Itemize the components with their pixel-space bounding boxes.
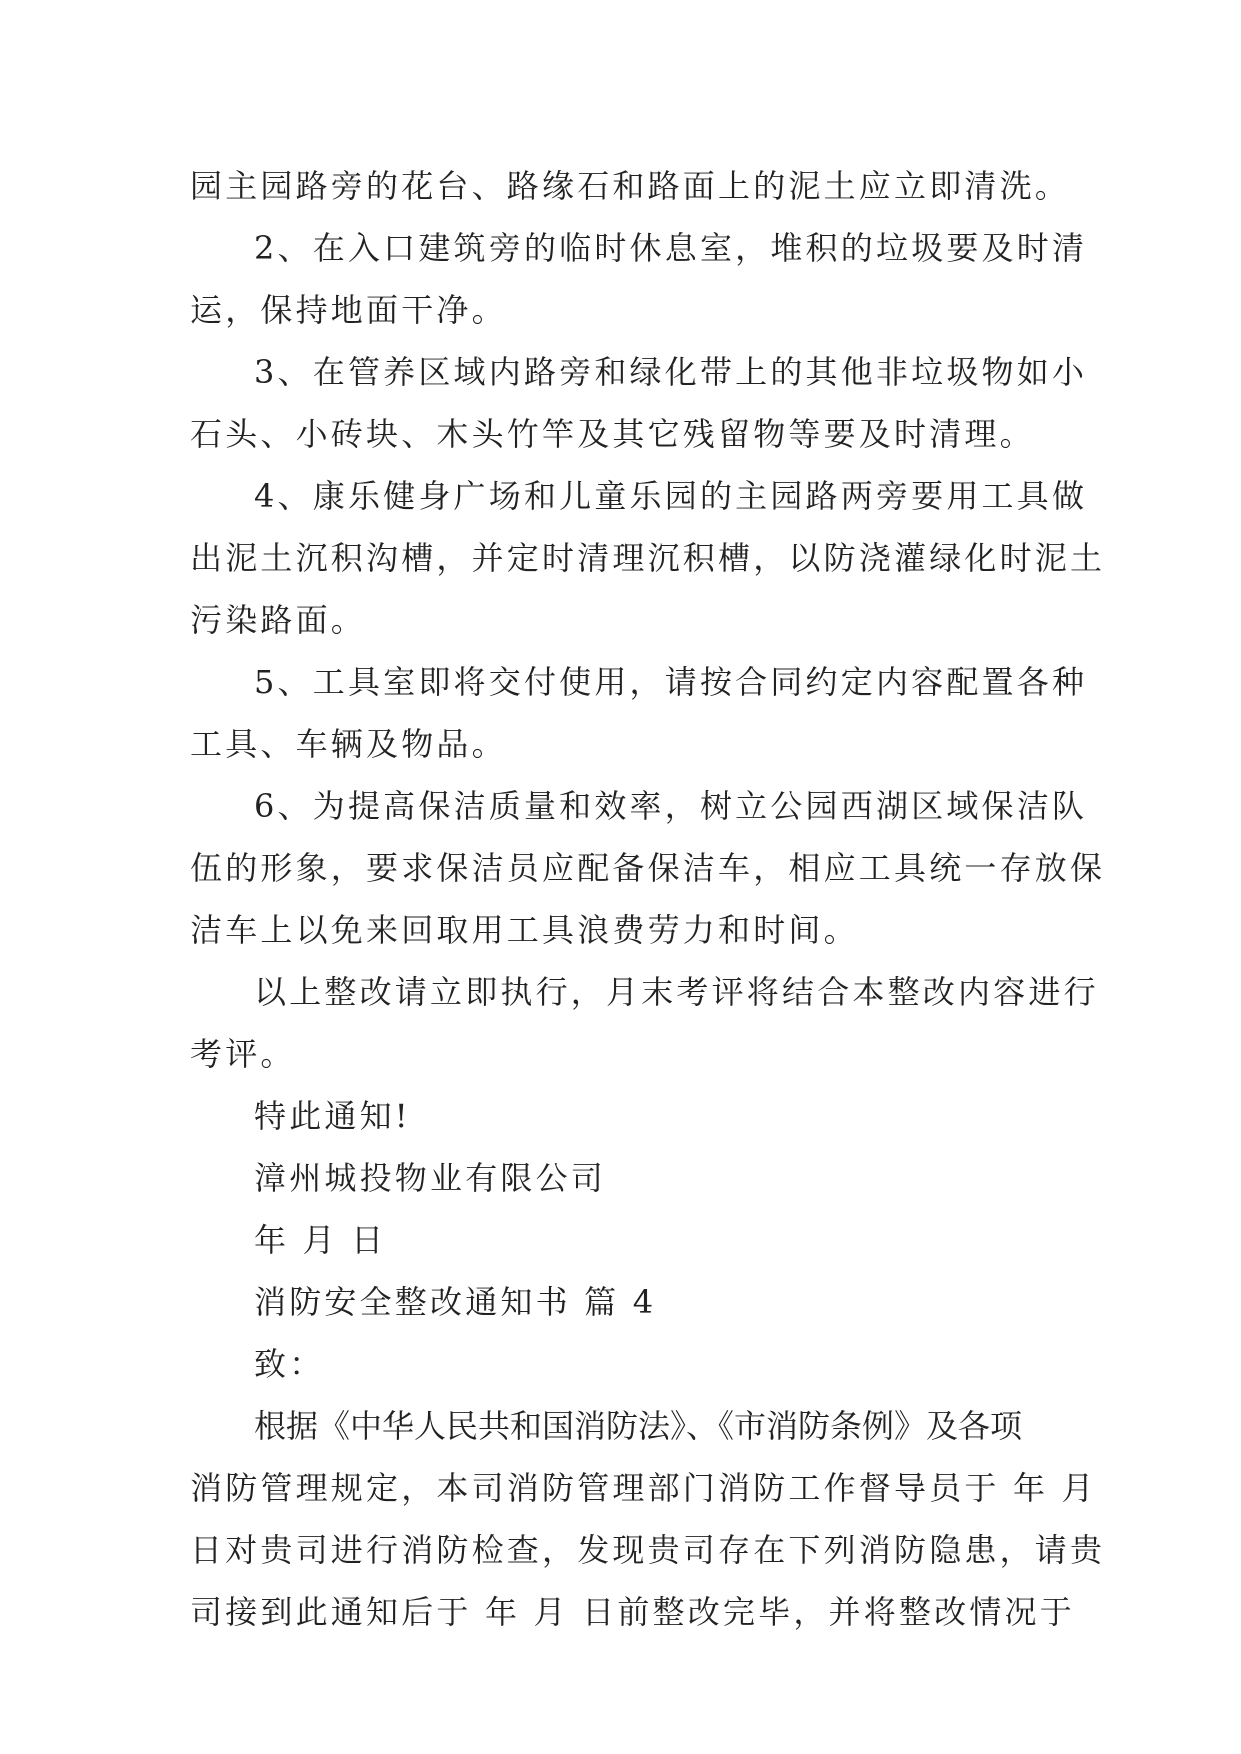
text-line: 伍的形象，要求保洁员应配备保洁车，相应工具统一存放保	[190, 849, 1106, 887]
text-line: 以上整改请立即执行，月末考评将结合本整改内容进行	[254, 973, 1099, 1011]
text-line: 园主园路旁的花台、路缘石和路面上的泥土应立即清洗。	[190, 167, 1071, 205]
text-line: 特此通知!	[254, 1097, 411, 1135]
text-line: 运，保持地面干净。	[190, 291, 507, 329]
text-line: 4、康乐健身广场和儿童乐园的主园路两旁要用工具做	[254, 477, 1088, 515]
text-line: 年 月 日	[254, 1221, 387, 1259]
text-line: 漳州城投物业有限公司	[254, 1159, 607, 1197]
text-line: 消防管理规定，本司消防管理部门消防工作督导员于 年 月	[190, 1469, 1097, 1507]
text-line: 工具、车辆及物品。	[190, 725, 507, 763]
text-line: 2、在入口建筑旁的临时休息室，堆积的垃圾要及时清	[254, 229, 1088, 267]
text-line: 污染路面。	[190, 601, 367, 639]
text-line: 3、在管养区域内路旁和绿化带上的其他非垃圾物如小	[254, 353, 1088, 391]
text-line: 考评。	[190, 1035, 296, 1073]
document-body	[190, 155, 1106, 1643]
text-line: 5、工具室即将交付使用，请按合同约定内容配置各种	[254, 663, 1088, 701]
text-line: 出泥土沉积沟槽，并定时清理沉积槽，以防浇灌绿化时泥土	[190, 539, 1106, 577]
text-line: 致：	[254, 1345, 325, 1383]
text-line: 司接到此通知后于 年 月 日前整改完毕，并将整改情况于	[190, 1593, 1075, 1631]
text-line: 日对贵司进行消防检查，发现贵司存在下列消防隐患，请贵	[190, 1531, 1106, 1569]
text-line: 6、为提高保洁质量和效率，树立公园西湖区域保洁队	[254, 787, 1088, 825]
text-line: 洁车上以免来回取用工具浪费劳力和时间。	[190, 911, 859, 949]
text-line: 根据《中华人民共和国消防法》、《市消防条例》及各项	[254, 1407, 1023, 1445]
section-heading: 消防安全整改通知书 篇 4	[254, 1283, 657, 1321]
text-line: 石头、小砖块、木头竹竿及其它残留物等要及时清理。	[190, 415, 1035, 453]
